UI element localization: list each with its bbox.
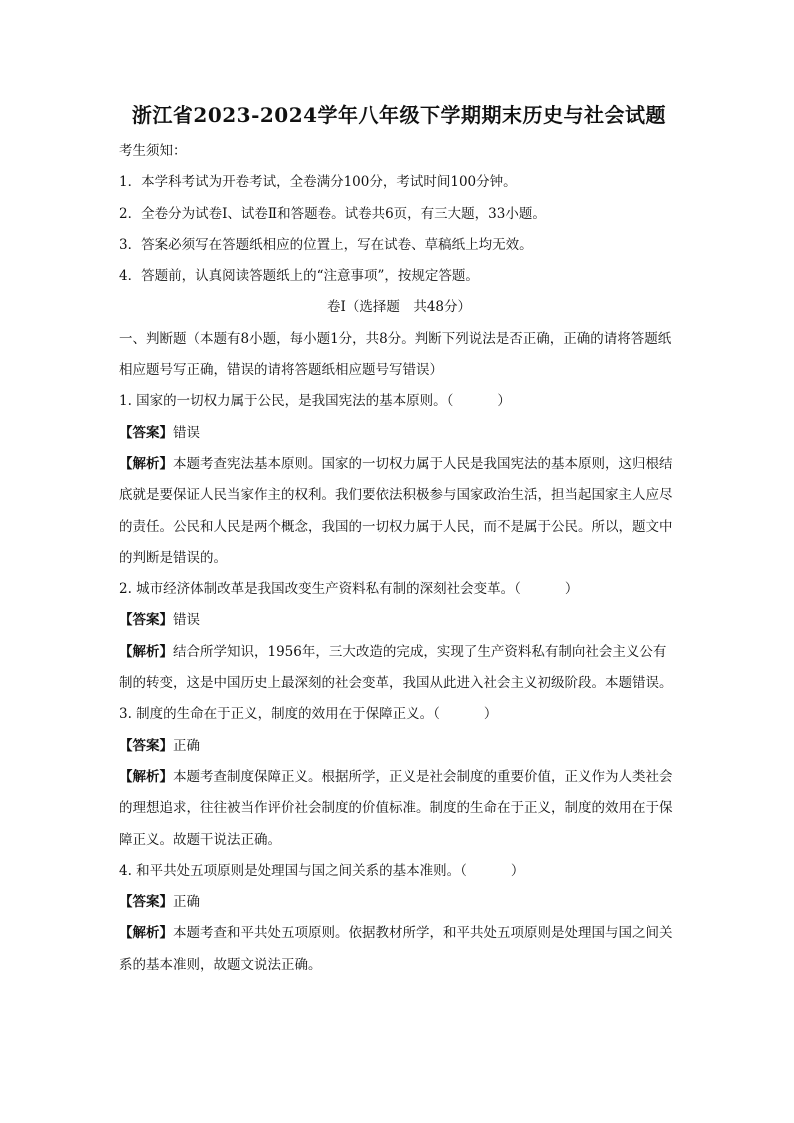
analysis-paragraph [119,637,679,700]
analysis-text: 结合所学知识，1956年，三大改造的完成，实现了生产资料私有制向社会主义公有制的转变，这是中国历史上最深刻的社会变革，我国从此进入社会主义初级阶段。本题错误。 [119,643,673,692]
answer-value: 错误 [173,424,200,441]
question-text: 4. 和平共处五项原则是处理国与国之间关系的基本准则。（ [119,862,467,879]
answer-value: 错误 [173,612,200,629]
answer-line [119,418,679,449]
answer-value: 正确 [173,894,200,911]
question-text: 2. 城市经济体制改革是我国改变生产资料私有制的深刻社会变革。（ [119,581,521,598]
analysis-paragraph [119,918,679,981]
answer-line [119,887,679,918]
page-title: 浙江省2023-2024学年八年级下学期期末历史与社会试题 [131,103,667,127]
notice-heading: 考生须知： [119,143,187,159]
analysis-label: 【解析】 [119,643,173,660]
question-bracket: ） [564,581,579,598]
question-stem [119,699,679,730]
answer-value: 正确 [173,737,200,754]
part-heading: 一、判断题（本题有8小题，每小题1分，共8分。判断下列说法是否正确，正确的请将答题纸相应题号写正确，错误的请将答题纸相应题号写错误） [119,330,672,379]
notice-item: 1．本学科考试为开卷考试，全卷满分100分，考试时间100分钟。 [119,174,517,191]
notice-item: 2．全卷分为试卷Ⅰ、试卷Ⅱ和答题卷。试卷共6页，有三大题，33小题。 [119,205,546,222]
analysis-label: 【解析】 [119,925,173,942]
question-stem [119,574,679,605]
answer-label: 【答案】 [119,737,173,754]
question-bracket: ） [483,706,498,723]
analysis-paragraph [119,762,679,856]
question-stem [119,386,679,417]
question-text: 3. 制度的生命在于正义，制度的效用在于保障正义。（ [119,706,440,723]
answer-line [119,731,679,762]
answer-line [119,605,679,636]
analysis-text: 本题考查和平共处五项原则。依据教材所学，和平共处五项原则是处理国与国之间关系的基本准则，故题文说法正确。 [119,925,673,973]
analysis-label: 【解析】 [119,455,173,472]
section-title: 卷Ⅰ（选择题 共48分） [326,299,471,316]
analysis-text: 本题考查宪法基本原则。国家的一切权力属于人民是我国宪法的基本原则，这归根结底就是要保证人民当家作主的权利。我们要依法积极参与国家政治生活，担当起国家主人应尽的责任。公民和人民是两个概念，我国的一切权力属于人民，而不是属于公民。所以，题文中的判断是错误的。 [119,455,673,566]
question-text: 1. 国家的一切权力属于公民，是我国宪法的基本原则。（ [119,393,454,410]
question-bracket: ） [497,393,511,410]
analysis-paragraph [119,449,679,574]
notice-item: 3．答案必须写在答题纸相应的位置上，写在试卷、草稿纸上均无效。 [119,236,533,253]
answer-label: 【答案】 [119,894,173,911]
analysis-label: 【解析】 [119,768,173,785]
question-stem [119,856,679,887]
answer-label: 【答案】 [119,612,173,629]
question-bracket: ） [510,862,525,879]
answer-label: 【答案】 [119,424,173,441]
document-content [119,100,679,981]
notice-item: 4．答题前，认真阅读答题纸上的“注意事项”，按规定答题。 [119,268,479,285]
analysis-text: 本题考查制度保障正义。根据所学，正义是社会制度的重要价值，正义作为人类社会的理想追求，往往被当作评价社会制度的价值标准。制度的生命在于正义，制度的效用在于保障正义。故题干说法正确。 [119,768,673,848]
